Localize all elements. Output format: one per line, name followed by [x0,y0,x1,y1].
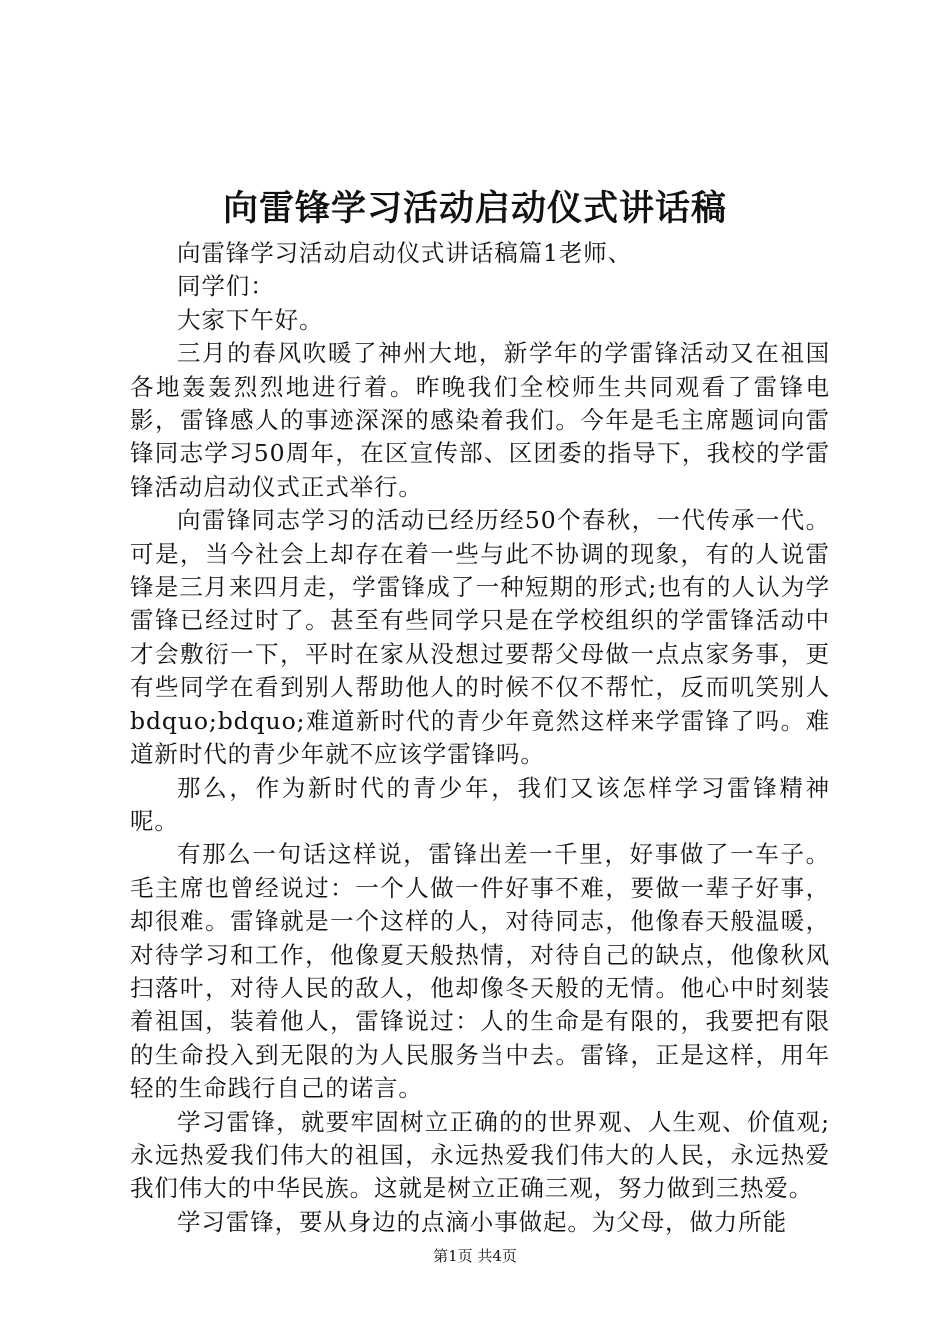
paragraph: 三月的春风吹暖了神州大地，新学年的学雷锋活动又在祖国各地轰轰烈烈地进行着。昨晚我们全校师生共同观看了雷锋电影，雷锋感人的事迹深深的感染着我们。今年是毛主席题词向雷锋同志学习50周年，在区宣传部、区团委的指导下，我校的学雷锋活动启动仪式正式举行。 [130,339,830,501]
page-footer: 第1页 共4页 [433,1247,517,1265]
paragraph: 同学们： [177,272,275,301]
paragraph: 大家下午好。 [177,305,324,334]
document-title: 向雷锋学习活动启动仪式讲话稿 [222,188,727,229]
paragraph: 向雷锋学习活动启动仪式讲话稿篇1老师、 [177,239,633,267]
paragraph: 学习雷锋，要从身边的点滴小事做起。为父母，做力所能 [177,1207,787,1236]
paragraph: 有那么一句话这样说，雷锋出差一千里，好事做了一车子。毛主席也曾经说过：一个人做一件好事不难，要做一辈子好事，却很难。雷锋就是一个这样的人，对待同志，他像春天般温暖，对待学习和工作，他像夏天般热情，对待自己的缺点，他像秋风扫落叶，对待人民的敌人，他却像冬天般的无情。他心中时刻装着祖国，装着他人，雷锋说过：人的生命是有限的，我要把有限的生命投入到无限的为人民服务当中去。雷锋，正是这样，用年轻的生命践行自己的诺言。 [130,840,830,1103]
document-body [130,237,830,1239]
paragraph: 向雷锋同志学习的活动已经历经50个春秋，一代传承一代。可是，当今社会上却存在着一些与此不协调的现象，有的人说雷锋是三月来四月走，学雷锋成了一种短期的形式;也有的人认为学雷锋已经过时了。甚至有些同学只是在学校组织的学雷锋活动中才会敷衍一下，平时在家从没想过要帮父母做一点点家务事，更有些同学在看到别人帮助他人的时候不仅不帮忙，反而叽笑别人bdquo;bdquo;难道新时代的青少年竟然这样来学雷锋了吗。难道新时代的青少年就不应该学雷锋吗。 [130,506,830,769]
paragraph: 学习雷锋，就要牢固树立正确的的世界观、人生观、价值观;永远热爱我们伟大的祖国，永远热爱我们伟大的人民，永远热爱我们伟大的中华民族。这就是树立正确三观，努力做到三热爱。 [130,1107,830,1203]
paragraph: 那么，作为新时代的青少年，我们又该怎样学习雷锋精神呢。 [130,773,830,835]
